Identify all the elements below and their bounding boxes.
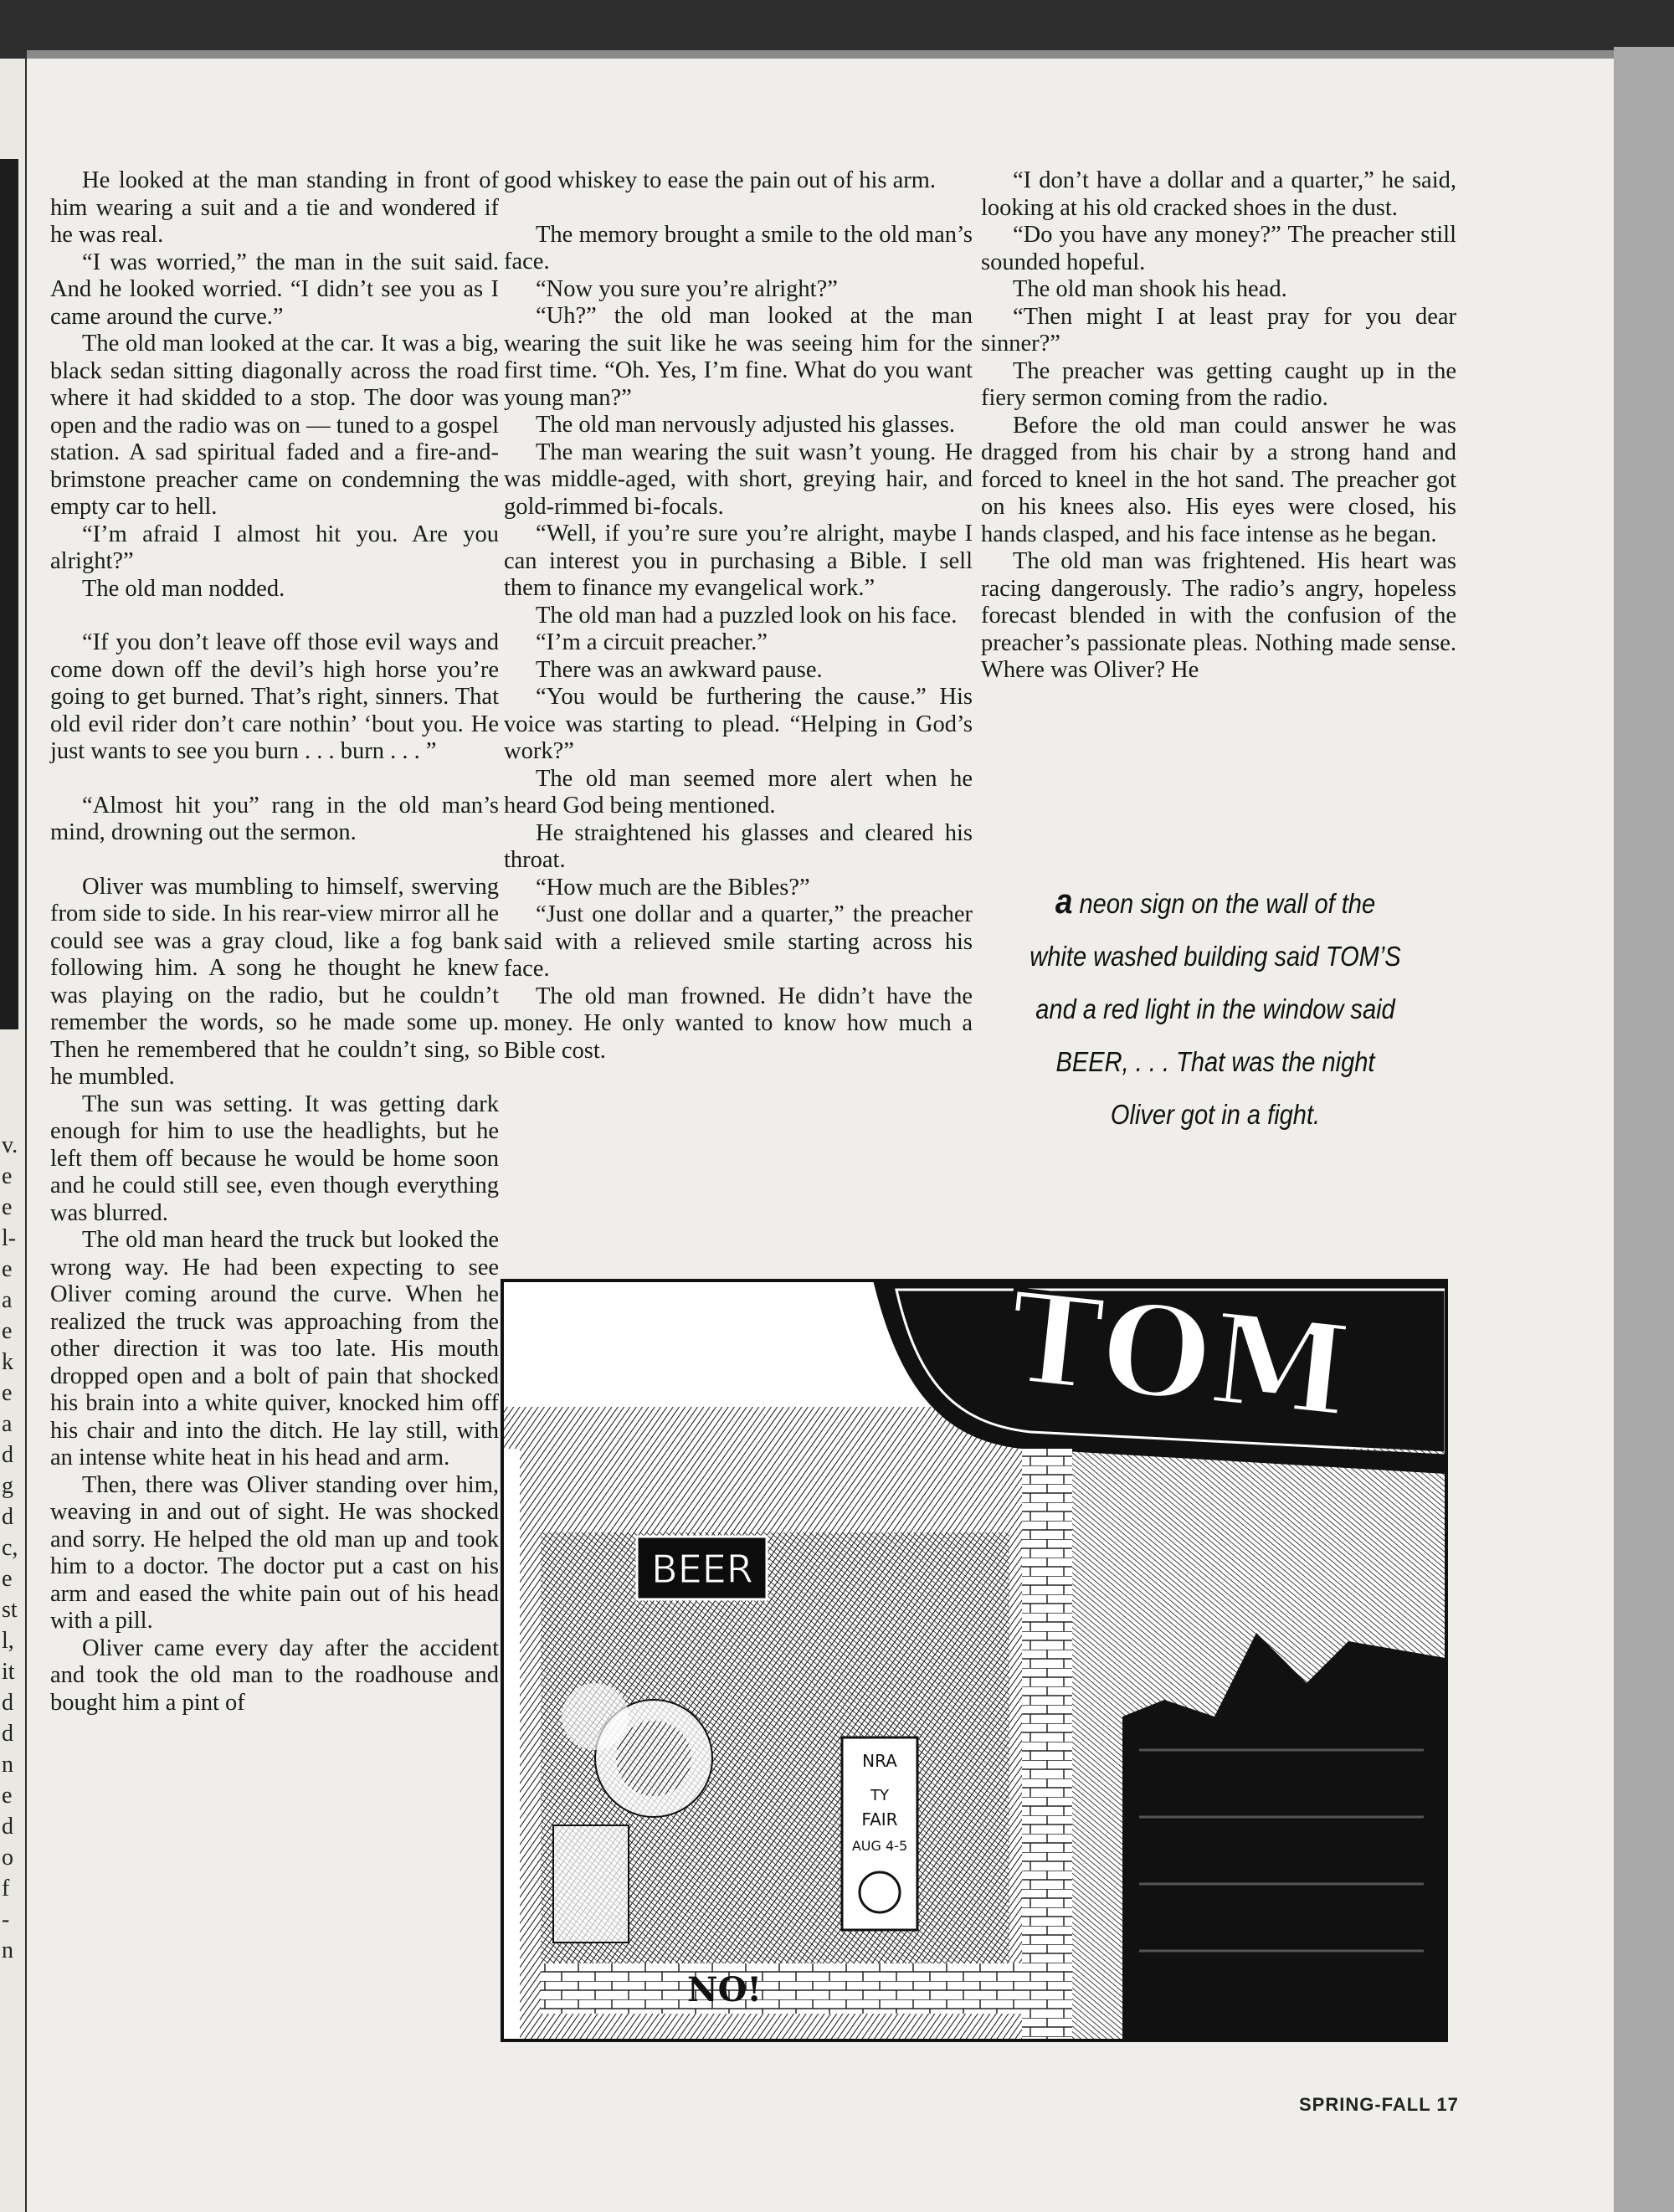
paragraph: The sun was setting. It was getting dark enough for him to use the headlights, but he left them off because he would be home soon and he could still see, even though everything was blurred.	[50, 1091, 499, 1226]
poster-line: AUG 4-5	[851, 1838, 908, 1854]
window-bottles	[553, 1825, 629, 1943]
facing-page-letter: o	[2, 1845, 13, 1871]
paragraph: The old man looked at the car. It was a big, black sedan sitting diagonally across the road where it had skidded to a stop. The door was open and the radio was on — tuned to a gospel station. A sad spiritual faded and a fire-and-brimstone preacher came on condemning the empty car to hell.	[50, 331, 499, 520]
facing-page-letter: st	[2, 1597, 18, 1623]
facing-page-edge	[0, 59, 25, 2212]
paragraph: “Almost hit you” rang in the old man’s mind, drowning out the sermon.	[50, 792, 499, 845]
beer-sign-text: BEER	[651, 1547, 753, 1592]
facing-page-letter: l-	[2, 1225, 17, 1251]
facing-page-letter: d	[2, 1814, 13, 1840]
paragraph: Oliver was mumbling to himself, swerving from side to side. In his rear-view mirror all he could see was a gray cloud, like a fog bank following him. A song he thought he knew was playing on the radio, but he couldn’t remember the words, so he made some up. Then he remembered that he couldn’t sing, so he mumbled.	[50, 873, 499, 1090]
paragraph: The old man nodded.	[82, 575, 285, 602]
footer-section: SPRING-FALL	[1299, 2094, 1431, 2115]
facing-page-letter: g	[2, 1473, 13, 1499]
facing-page-letter: a	[2, 1287, 13, 1313]
window-sill	[541, 1963, 1026, 2014]
facing-page-letter: v.	[2, 1132, 18, 1158]
paragraph: The old man heard the truck but looked the wrong way. He had been expecting to see Oliver coming around the curve. When he realized the truck was approaching from the other direction it was too late. His mouth dropped open and a bolt of pain that shocked his brain into a white quiver, knocked him off his chair and into the ditch. He lay still, with an intense white heat in his head and arm.	[50, 1227, 499, 1470]
facing-page-letter: a	[2, 1411, 13, 1437]
page-number: 17	[1436, 2094, 1459, 2115]
facing-page-letter: e	[2, 1318, 13, 1344]
paragraph: “I’m a circuit preacher.”	[536, 629, 768, 655]
paragraph: “If you don’t leave off those evil ways and come down off the devil’s high horse you’re going to get burned. That’s right, sinners. That old evil rider don’t care nothin’ ‘bout you. He just wants to see you burn . . . burn . . . ”	[50, 629, 499, 764]
facing-page-letter: it	[2, 1659, 15, 1685]
facing-page-letter: n	[2, 1937, 13, 1963]
paragraph: good whiskey to ease the pain out of his arm.	[504, 167, 937, 193]
facing-page-letter: d	[2, 1690, 13, 1716]
facing-page-letter: d	[2, 1721, 13, 1747]
pull-quote-initial: a	[1055, 881, 1073, 921]
facing-page-letter: l,	[2, 1628, 14, 1654]
poster-line: TY	[870, 1787, 889, 1804]
facing-page-letter: -	[2, 1907, 10, 1932]
paragraph: The man wearing the suit wasn’t young. He was middle-aged, with short, greying hair, and gold-rimmed bi-focals.	[504, 439, 973, 520]
paragraph: “Then might I at least pray for you dear sinner?”	[981, 303, 1456, 357]
paragraph: He straightened his glasses and cleared his throat.	[504, 819, 973, 873]
facing-page-letter: e	[2, 1194, 13, 1220]
paragraph: “I’m afraid I almost hit you. Are you alright?”	[50, 521, 499, 574]
facing-page-letter: e	[2, 1256, 13, 1282]
facing-page-letter: e	[2, 1380, 13, 1406]
paragraph: Then, there was Oliver standing over him, weaving in and out of sight. He was shocked and sorry. He helped the old man up and took him to a doctor. The doctor put a cast on his arm and eased the white pain out of his head with a pill.	[50, 1471, 499, 1634]
paragraph: The old man shook his head.	[1013, 276, 1287, 302]
facing-page-letter: e	[2, 1163, 13, 1189]
paragraph: “How much are the Bibles?”	[536, 874, 810, 901]
neon-sign-tom: TOM	[1001, 1281, 1358, 1446]
paragraph: The old man seemed more alert when he heard God being mentioned.	[504, 765, 973, 819]
paragraph: There was an awkward pause.	[536, 656, 823, 683]
paragraph: “Uh?” the old man looked at the man wearing the suit like he was seeing him for the first time. “Oh. Yes, I’m fine. What do you want young man?”	[504, 303, 973, 411]
facing-page-text-fragments	[2, 1130, 25, 1966]
text-column-3	[981, 167, 1456, 685]
paragraph: He looked at the man standing in front of him wearing a suit and a tie and wondered if he was real.	[50, 167, 499, 248]
pen-ink-drawing	[503, 1281, 1445, 2040]
paragraph: “You would be furthering the cause.” His voice was starting to plead. “Helping in God’s work?”	[504, 684, 973, 764]
facing-page-letter: d	[2, 1442, 13, 1468]
facing-page-letter: d	[2, 1504, 13, 1530]
paragraph: The old man had a puzzled look on his face.	[536, 602, 958, 629]
pull-quote	[1024, 875, 1407, 1141]
text-column-1	[50, 167, 499, 1717]
door-mat-text: NO!	[687, 1970, 762, 2009]
facing-page-illustration-edge	[0, 159, 18, 1029]
paragraph: “Do you have any money?” The preacher still sounded hopeful.	[981, 222, 1456, 275]
poster-line: NRA	[862, 1751, 897, 1771]
paragraph: “Just one dollar and a quarter,” the preacher said with a relieved smile starting across his face.	[504, 901, 973, 982]
poster-line: FAIR	[861, 1809, 898, 1830]
pull-quote-text: neon sign on the wall of the white washed building said TOM’S and a red light in the window said BEER, . . . That was the night Oliver got in a fight.	[1030, 888, 1401, 1130]
paragraph: “I was worried,” the man in the suit said. And he looked worried. “I didn’t see you as I came around the curve.”	[50, 249, 499, 330]
paragraph: “Now you sure you’re alright?”	[536, 275, 838, 302]
paragraph: The memory brought a smile to the old man’s face.	[504, 221, 973, 275]
bar-illustration	[501, 1279, 1448, 2042]
paragraph: The old man was frightened. His heart was racing dangerously. The radio’s angry, hopeless forecast blended in with the confusion of the preacher’s passionate pleas. Nothing made sense. Where was Oliver? He	[981, 548, 1456, 683]
paragraph: Before the old man could answer he was dragged from his chair by a strong hand and forced to kneel in the hot sand. The preacher got on his knees also. His eyes were closed, his hands clasped, and his face intense as he began.	[981, 412, 1456, 547]
facing-page-letter: k	[2, 1349, 13, 1375]
paragraph: “Well, if you’re sure you’re alright, maybe I can interest you in purchasing a Bible. I sell them to finance my evangelical work.”	[504, 521, 973, 601]
page-stack-edge	[1614, 47, 1674, 2212]
paragraph: The old man nervously adjusted his glasses.	[536, 412, 956, 438]
paragraph: Oliver came every day after the accident and took the old man to the roadhouse and bought him a pint of	[50, 1635, 499, 1716]
page-footer	[1299, 2094, 1459, 2116]
facing-page-letter: e	[2, 1566, 13, 1592]
paragraph: “I don’t have a dollar and a quarter,” he said, looking at his old cracked shoes in the dust.	[981, 167, 1456, 221]
brick-pillar	[1022, 1449, 1072, 2040]
facing-page-letter: c,	[2, 1535, 18, 1561]
facing-page-letter: e	[2, 1783, 13, 1809]
text-column-2	[504, 167, 973, 1065]
facing-page-letter: f	[2, 1876, 10, 1901]
paragraph: The old man frowned. He didn’t have the money. He only wanted to know how much a Bible cost.	[504, 983, 973, 1064]
paragraph: The preacher was getting caught up in the fiery sermon coming from the radio.	[981, 357, 1456, 411]
facing-page-letter: n	[2, 1752, 13, 1778]
